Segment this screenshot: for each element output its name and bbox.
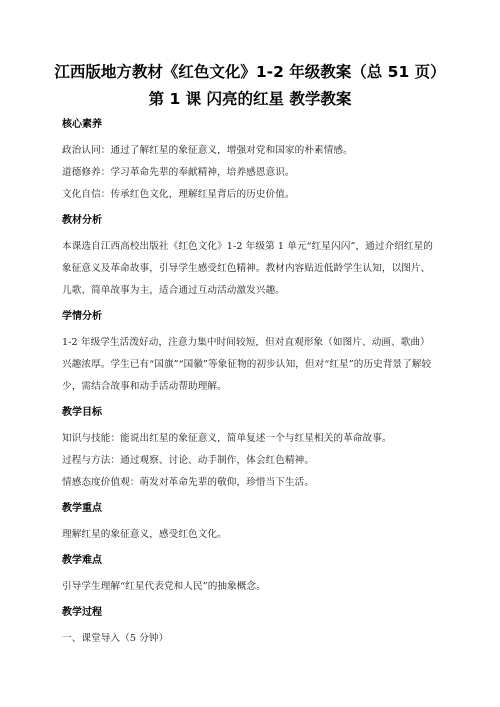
paragraph: 文化自信：传承红色文化，理解红星背后的历史价值。: [62, 189, 295, 200]
section-heading: 学情分析: [62, 311, 102, 322]
paragraph: 1-2 年级学生活泼好动，注意力集中时间较短，但对直观形象（如图片、动画、歌曲）兴趣浓厚。学生已有“国旗”“国徽”等象征物的初步认知，但对“红星”的历史背景了解较少，需结合故事和动手活动帮助理解。: [62, 337, 432, 392]
paragraph: 引导学生理解“红星代表党和人民”的抽象概念。: [62, 581, 266, 592]
document-body: [62, 118, 438, 650]
section-teaching-process: [62, 606, 438, 650]
paragraph: 知识与技能：能说出红星的象征意义，简单复述一个与红星相关的革命故事。: [62, 433, 392, 444]
section-textbook-analysis: [62, 214, 438, 302]
section-heading: 教学目标: [62, 407, 102, 418]
section-student-analysis: [62, 310, 438, 398]
paragraph: 政治认同：通过了解红星的象征意义，增强对党和国家的朴素情感。: [62, 145, 353, 156]
paragraph: 道德修养：学习革命先辈的奉献精神，培养感恩意识。: [62, 167, 295, 178]
section-heading: 教学难点: [62, 555, 102, 566]
section-teaching-objectives: [62, 406, 438, 494]
paragraph: 本课选自江西高校出版社《红色文化》1-2 年级第 1 单元“红星闪闪”，通过介绍红星的象征意义及革命故事，引导学生感受红色精神。教材内容贴近低龄学生认知，以图片、儿歌、简单故事为主，适合通过互动活动激发兴趣。: [62, 241, 433, 296]
section-core-literacy: [62, 118, 438, 206]
paragraph: 情感态度价值观：萌发对革命先辈的敬仰，珍惜当下生活。: [62, 477, 315, 488]
section-heading: 教材分析: [62, 215, 102, 226]
lesson-title: 第 1 课 闪亮的红星 教学教案: [148, 90, 352, 108]
section-heading: 教学过程: [62, 607, 102, 618]
section-difficulties: [62, 554, 438, 598]
paragraph: 过程与方法：通过观察、讨论、动手制作，体会红色精神。: [62, 455, 315, 466]
paragraph: 理解红星的象征意义，感受红色文化。: [62, 529, 227, 540]
paragraph: 一、课堂导入（5 分钟）: [62, 633, 169, 644]
section-heading: 教学重点: [62, 503, 102, 514]
section-heading: 核心素养: [62, 119, 102, 130]
section-key-points: [62, 502, 438, 546]
document-title: 江西版地方教材《红色文化》1-2 年级教案（总 51 页）: [54, 63, 446, 81]
